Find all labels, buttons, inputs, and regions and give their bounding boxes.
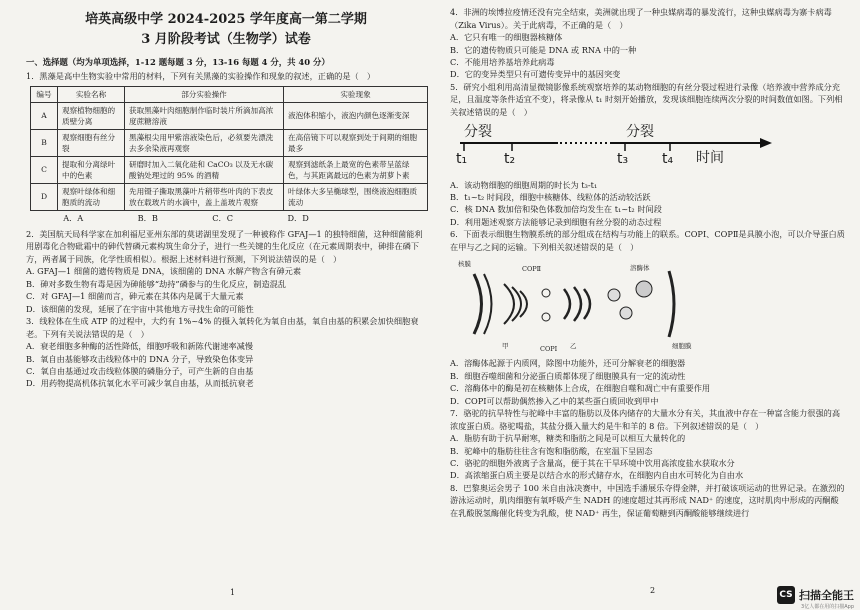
option: C．核 DNA 数加倍和染色体数加倍均发生在 t₁~t₂ 时间段: [450, 204, 662, 215]
tick-t3: t₃: [617, 150, 629, 167]
camscanner-name: 扫描全能王: [799, 589, 854, 602]
option: A．脂肪有助于抗旱耐寒，糖类和脂肪之间是可以相互大量转化的: [450, 433, 686, 444]
question-5: 5．研究小组利用高清显微镜影像系统观察培养的某动物细胞的有丝分裂过程进行录像（培养液中营养成分充足，且温度等条件适宜不变），将录像从 t₁ 时刻开始播放，发现该细胞连续两次分裂的时间数值如图。下列相关叙述错误的是（ ）: [450, 81, 843, 117]
table-cell: A: [31, 102, 58, 129]
exam-title: 培英高级中学 2024-2025 学年度高一第二学期: [85, 12, 367, 27]
table-cell: 研磨时加入二氧化硅和 CaCO₃ 以及无水碳酸钠处理过的 95% 的酒精: [125, 156, 284, 183]
cell-cycle-timeline: [450, 121, 846, 175]
section-heading: 一、选择题（均为单项选择，1-12 题每题 3 分，13-16 每题 4 分，共 40 分）: [26, 57, 330, 67]
question-1: 1．黑藻是高中生物实验中常用的材料，下列有关黑藻的实验操作和现象的叙述，正确的是（ ）: [26, 71, 376, 81]
option: C．骆驼的细胞外液离子含量高，便于其在干旱环境中饮用高浓度盐水获取水分: [450, 458, 735, 469]
division-label-1: 分裂: [464, 123, 492, 140]
option: A. GFAJ—1 细菌的遗传物质是 DNA，该细菌的 DNA 水解产物含有砷元素: [26, 266, 302, 277]
table-row: [31, 156, 428, 183]
tick-t1: t₁: [456, 150, 468, 167]
timeline-axis: [450, 121, 780, 175]
option: D．COPⅠ可以帮助偶然掺入乙中的某些蛋白质回收到甲中: [450, 395, 659, 406]
option: D．它的变异类型只有可遗传变异中的基因突变: [450, 69, 621, 80]
table-cell: 提取和分离绿叶中的色素: [58, 156, 125, 183]
table-header: 实验名称: [58, 86, 125, 102]
option: C．不能用培养基培养此病毒: [450, 57, 555, 67]
question-2: 2．美国航天局科学家在加利福尼亚州东部的莫诺湖里发现了一种被称作 GFAJ—1 的独特细菌，这种细菌能利用剧毒化合物砒霜中的砷代替磷元素构筑生命分子，进行一些关键的生化反应（在元素周期表中，砷排在磷下方，两者属于同族，化学性质相似）。根据上述材料进行预测，下列说法错误的是（ ）: [26, 228, 423, 264]
page-number: 2: [650, 586, 656, 595]
option: D．利用题述观察方法能够记录到细胞有丝分裂的动态过程: [450, 216, 662, 227]
choice-a: A．A: [63, 212, 84, 223]
option: A．溶酶体起源于内质网，除图中功能外，还可分解衰老的细胞器: [450, 358, 686, 369]
option: B．它的遗传物质只可能是 DNA 或 RNA 中的一种: [450, 44, 637, 55]
choice-b: B．B: [137, 212, 158, 223]
option: C．氧自由基通过攻击线粒体膜的磷脂分子，可产生新的自由基: [26, 366, 254, 376]
option: B．驼峰中的脂肪往往含有饱和脂肪酸，在室温下呈固态: [450, 445, 653, 456]
right-page: [440, 0, 860, 608]
fig-label: 甲: [502, 342, 509, 351]
table-cell: 观察细胞有丝分裂: [58, 129, 125, 156]
table-cell: 黑藻根尖用甲紫溶液染色后，必须要先漂洗去多余染液再观察: [125, 129, 284, 156]
option: B．砷对多数生物有毒是因为砷能够“劫持”磷参与的生化反应，制造混乱: [26, 278, 287, 289]
page-number: 1: [230, 588, 236, 597]
table-header: 部分实验操作: [125, 86, 284, 102]
camscanner-tagline: 3亿人都在用的扫描App: [801, 604, 854, 610]
tick-t4: t₄: [662, 150, 674, 167]
table-cell: 先用镊子撕取黑藻叶片稍带些叶肉的下表皮放在载玻片的水滴中，盖上盖玻片观察: [125, 183, 284, 210]
option: A．该动物细胞的细胞周期的时长为 t₃-t₁: [450, 179, 598, 190]
membrane-diagram: [464, 269, 694, 339]
table-cell: 液泡体积缩小，液泡内颜色逐渐变深: [284, 102, 428, 129]
fig-label: 细胞膜: [672, 342, 692, 351]
table-header: 编号: [31, 86, 58, 102]
division-label-2: 分裂: [626, 123, 654, 140]
question-4: 4．非洲的埃博拉疫情还没有完全结束，美洲就出现了一种虫媒病毒的暴发流行，这种虫媒病毒为寨卡病毒（Zika Virus）。关于此病毒，不正确的是（ ）: [450, 7, 832, 30]
table-row: [31, 102, 428, 129]
choice-c: C．C: [212, 212, 234, 223]
table-header: 实验现象: [284, 86, 428, 102]
fig-label: 溶酶体: [630, 264, 650, 273]
option: B．细胞吞噬细菌和分泌蛋白质都体现了细胞膜具有一定的流动性: [450, 370, 686, 381]
fig-label: 乙: [570, 342, 577, 351]
option: A．它只有唯一的细胞器核糖体: [450, 32, 563, 43]
option: A．衰老细胞多种酶的活性降低，细胞呼吸和新陈代谢速率减慢: [26, 341, 253, 352]
fig-label: COPⅡ: [522, 265, 542, 274]
table-row: [31, 129, 428, 156]
table-cell: 观察植物细胞的质壁分离: [58, 102, 125, 129]
option: D．高浓缩蛋白质主要是以结合水的形式储存水，在细胞内自由水可转化为自由水: [450, 470, 744, 481]
experiment-table: [30, 86, 428, 211]
table-cell: D: [31, 183, 58, 210]
option: C．对 GFAJ—1 细菌而言，砷元素在其体内是属于大量元素: [26, 291, 244, 302]
time-axis-label: 时间: [696, 149, 724, 166]
option: B．氧自由基能够攻击线粒体中的 DNA 分子，导致染色体变异: [26, 353, 254, 364]
table-cell: C: [31, 156, 58, 183]
option: B．t₁~t₂ 时间段，细胞中核糖体、线粒体的活动较活跃: [450, 192, 651, 202]
question-6: 6．下面表示细胞生物膜系统的部分组成在结构与功能上的联系。COPⅠ、COPⅡ是具膜小泡，可以介导蛋白质在甲与乙之间的运输。下列相关叙述错误的是（ ）: [450, 229, 845, 252]
camscanner-badge: [777, 586, 854, 604]
fig-label: 核膜: [458, 260, 471, 269]
table-cell: 观察到滤纸条上最宽的色素带呈蓝绿色，与其距离最远的色素为胡萝卜素: [284, 156, 428, 183]
table-header-row: [31, 86, 428, 102]
table-row: [31, 183, 428, 210]
table-cell: B: [31, 129, 58, 156]
camscanner-logo-icon: CS: [777, 586, 795, 604]
choice-d: D．D: [287, 212, 309, 223]
option: D．该细菌的发现，延展了在宇宙中其他地方寻找生命的可能性: [26, 303, 254, 314]
question-3: 3．线粒体在生成 ATP 的过程中，大约有 1%~4% 的摄入氧转化为氧自由基，氧自由基的积累会加快细胞衰老。下列有关说法错误的是（ ）: [26, 316, 419, 339]
question-8: 8．巴黎奥运会男子 100 米自由泳决赛中，中国选手潘展乐夺得金牌，并打破该项运动的世界记录。在激烈的游泳运动时，肌肉细胞有氧呼吸产生 NADH 的速度超过其再形成 NAD⁺ 的速度，这时肌肉中形成的丙酮酸在乳酸脱氢酶催化转变为乳酸，使 NAD⁺ 再生，保证葡萄糖到丙酮酸能够继续进行: [450, 482, 845, 519]
table-cell: 获取黑藻叶肉细胞制作临时装片所滴加高浓度蔗糖溶液: [125, 102, 284, 129]
tick-t2: t₂: [504, 150, 516, 167]
option: D．用药物提高机体抗氧化水平可减少氧自由基，从而抵抗衰老: [26, 378, 254, 389]
answer-choices: [36, 213, 336, 224]
table-cell: 叶绿体大多呈椭球型，围绕液泡细胞质流动: [284, 183, 428, 210]
membrane-system-figure: [450, 255, 846, 355]
question-7: 7．骆驼的抗旱特性与驼峰中丰富的脂肪以及体内储存的大量水分有关，其血液中存在一种富含能力很强的高浓度蛋白质。骆驼喝盐，其盐分摄入量大约是牛和羊的 8 倍。下列叙述错误的是（ ）: [450, 408, 841, 431]
table-cell: 观察叶绿体和细胞质的流动: [58, 183, 125, 210]
table-cell: 在高倍镜下可以观察到处于间期的细胞最多: [284, 129, 428, 156]
option: C．溶酶体中的酶是初在核糖体上合成，在细胞自噬和凋亡中有重要作用: [450, 383, 711, 394]
fig-label: COPⅠ: [540, 345, 558, 354]
exam-subtitle: 3 月阶段考试（生物学）试卷: [141, 32, 311, 47]
